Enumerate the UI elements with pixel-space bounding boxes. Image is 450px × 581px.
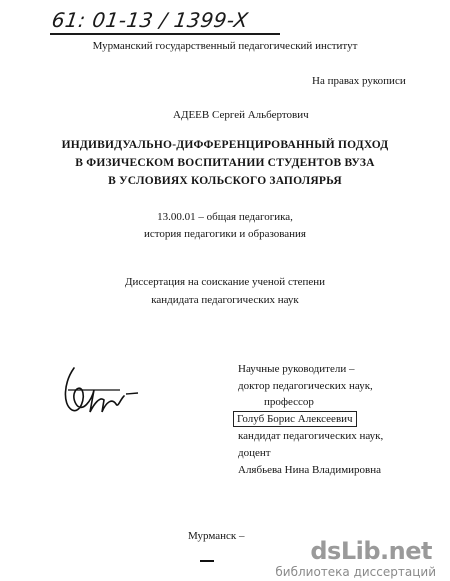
degree-line-2: кандидата педагогических наук	[151, 294, 299, 306]
handwritten-signature	[60, 360, 150, 430]
dslib-subtitle: библиотека диссертаций	[275, 565, 436, 579]
supervisor-2-name: Алябьева Нина Владимировна	[238, 464, 382, 476]
archive-code-underline	[50, 33, 280, 35]
supervisors-heading: Научные руководители –	[238, 363, 355, 375]
supervisor-1-degree: доктор педагогических наук,	[238, 380, 373, 392]
archive-code-handwritten: 61: 01-13 / 1399-X	[50, 8, 250, 32]
rights-note: На правах рукописи	[312, 75, 406, 87]
supervisor-2-degree: кандидат педагогических наук,	[238, 430, 384, 442]
page-mark	[200, 552, 214, 562]
degree-line-1: Диссертация на соискание ученой степени	[124, 276, 326, 288]
specialty-line-1: 13.00.01 – общая педагогика,	[157, 211, 293, 223]
supervisor-1-name: Голуб Борис Алексеевич	[233, 411, 357, 427]
supervisor-2-title: доцент	[238, 447, 271, 459]
specialty-line-2: история педагогики и образования	[143, 228, 306, 240]
title-line-3: В УСЛОВИЯХ КОЛЬСКОГО ЗАПОЛЯРЬЯ	[108, 175, 342, 187]
city-line: Мурманск –	[188, 530, 245, 542]
title-line-2: В ФИЗИЧЕСКОМ ВОСПИТАНИИ СТУДЕНТОВ ВУЗА	[75, 157, 375, 169]
supervisor-1-title: профессор	[264, 396, 314, 408]
title-line-1: ИНДИВИДУАЛЬНО-ДИФФЕРЕНЦИРОВАННЫЙ ПОДХОД	[61, 139, 389, 151]
author-name: АДЕЕВ Сергей Альбертович	[173, 109, 309, 121]
institute-name: Мурманский государственный педагогический институт	[92, 40, 358, 52]
dslib-logo: dsLib.net	[310, 537, 432, 565]
